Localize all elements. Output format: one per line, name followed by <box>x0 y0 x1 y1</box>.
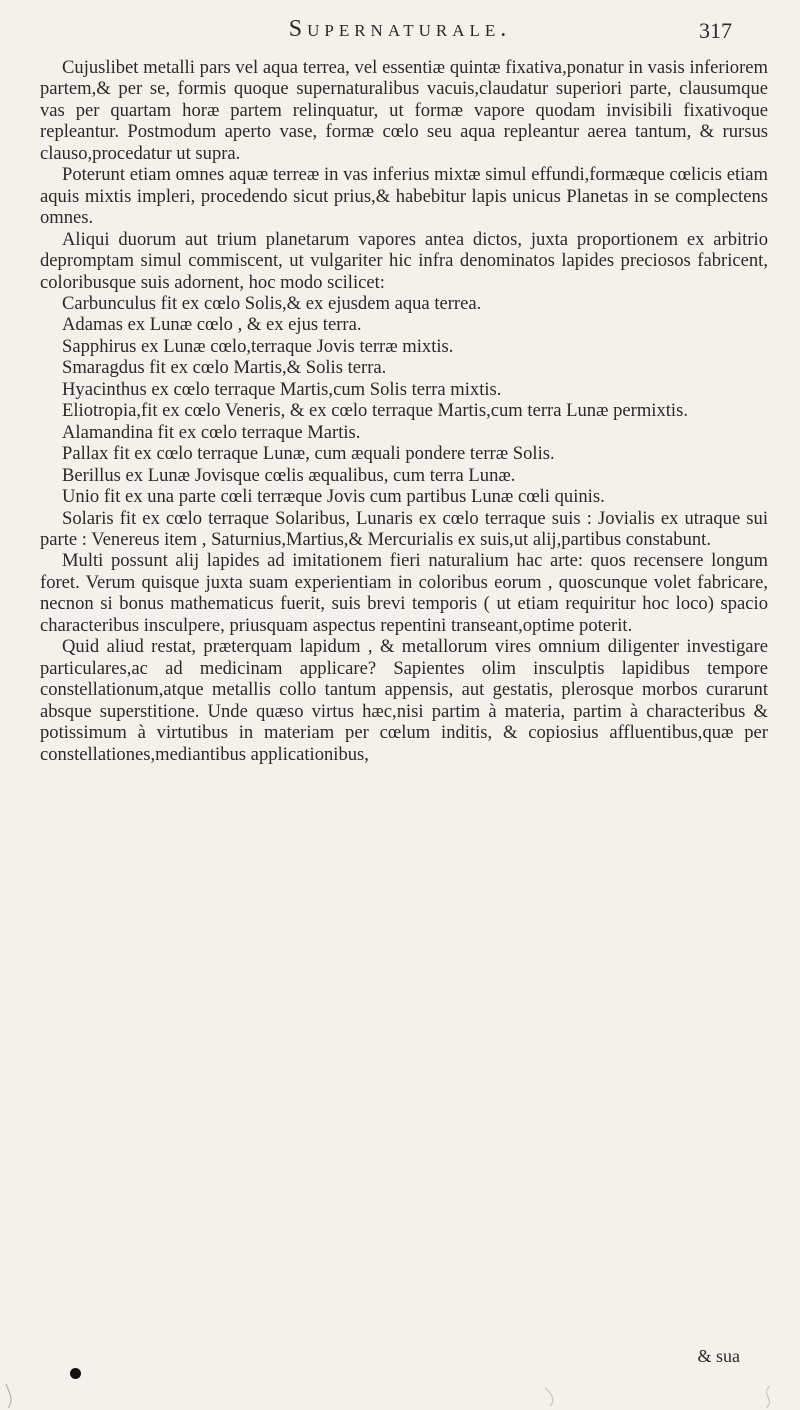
page-number: 317 <box>699 18 732 43</box>
entry-hyacinthus: Hyacinthus ex cœlo terraque Martis,cum Solis terra mixtis. <box>62 378 502 400</box>
entry-unio: Unio fit ex una parte cœli terræque Jovis cum partibus Lunæ cœli quinis. <box>62 486 605 508</box>
paragraph-other-stones: Multi possunt alij lapides ad imitationem fieri naturalium hac arte: quos recensere longum foret. Verum quisque juxta suam experientiam in coloribus eorum , quoscunque volet fabricare, necnon si bonus mathematicus fuerit, suis brevi temporis ( ut etiam requiritur hoc loco) spacio characteribus insculpere, priusquam aspectus repentini transeant,optime poterit. <box>40 550 768 636</box>
entry-adamas: Adamas ex Lunæ cœlo , & ex ejus terra. <box>62 314 362 336</box>
paragraph-metal-preparation: Cujuslibet metalli pars vel aqua terrea, vel essentiæ quintæ fixativa,ponatur in vasis inferiorem partem,& per se, formis quoque supernaturalibus vacuis,claudatur superiori parte, clausumque vas per quartam horæ partem relinquatur, ut formæ vapore quodam invisibili fixativoque repleantur. Postmodum aperto vase, formæ cœlo seu aqua repleantur aerea tantum, & rursus clauso,procedatur ut supra. <box>40 57 768 164</box>
catchword: & sua <box>697 1346 740 1366</box>
paragraph-virtues: Quid aliud restat, præterquam lapidum , & metallorum vires omnium diligenter investigare particulares,ac ad medicinam applicare? Sapientes olim insculptis lapidibus tempore constellationum,atque metallis collo tantum appensis, aut gestatis, plerosque morbos curarunt absque superstitione. Unde quæso virtus hæc,nisi partim à materia, partim à characteribus & potissimum à virtutibus in materiam per cœlum inditis, & copiosius affluentibus,quæ per constellationes,mediantibus applicationibus, <box>40 636 768 765</box>
running-title: Supernaturale. <box>288 16 512 42</box>
body-text <box>40 57 768 765</box>
entry-alamandina: Alamandina fit ex cœlo terraque Martis. <box>62 421 361 443</box>
entry-carbunculus: Carbunculus fit ex cœlo Solis,& ex ejusdem aqua terrea. <box>62 292 482 314</box>
entry-pallax: Pallax fit ex cœlo terraque Lunæ, cum æquali pondere terræ Solis. <box>62 443 555 465</box>
entry-smaragdus: Smaragdus fit ex cœlo Martis,& Solis terra. <box>62 357 387 379</box>
entry-eliotropia: Eliotropia,fit ex cœlo Veneris, & ex cœlo terraque Martis,cum terra Lunæ permixtis. <box>62 400 688 422</box>
paragraph-planetary-vapors: Aliqui duorum aut trium planetarum vapores antea dictos, juxta proportionem ex arbitrio depromptam simul commiscent, ut vulgariter hic infra denominatos lapides preciosos fabricent, coloribusque suis adornent, hoc modo scilicet: <box>40 228 768 293</box>
entry-berillus: Berillus ex Lunæ Jovisque cœlis æqualibus, cum terra Lunæ. <box>62 464 516 486</box>
running-head <box>40 16 760 56</box>
paragraph-terrestrial-waters: Poterunt etiam omnes aquæ terreæ in vas inferius mixtæ simul effundi,formæque cœlicis etiam aquis mixtis impleri, procedendo sicut prius,& habebitur lapis unicus Planetas in se complectens omnes. <box>40 164 768 229</box>
pencil-scribble <box>0 1380 800 1410</box>
entry-sapphirus: Sapphirus ex Lunæ cœlo,terraque Jovis terræ mixtis. <box>62 335 454 357</box>
ink-dot <box>70 1368 81 1379</box>
entry-planetary-stones: Solaris fit ex cœlo terraque Solaribus, Lunaris ex cœlo terraque suis : Jovialis ex utraque sui parte : Venereus item , Saturnius,Martius,& Mercurialis ex suis,ut alij,partibus constabunt. <box>40 507 768 550</box>
